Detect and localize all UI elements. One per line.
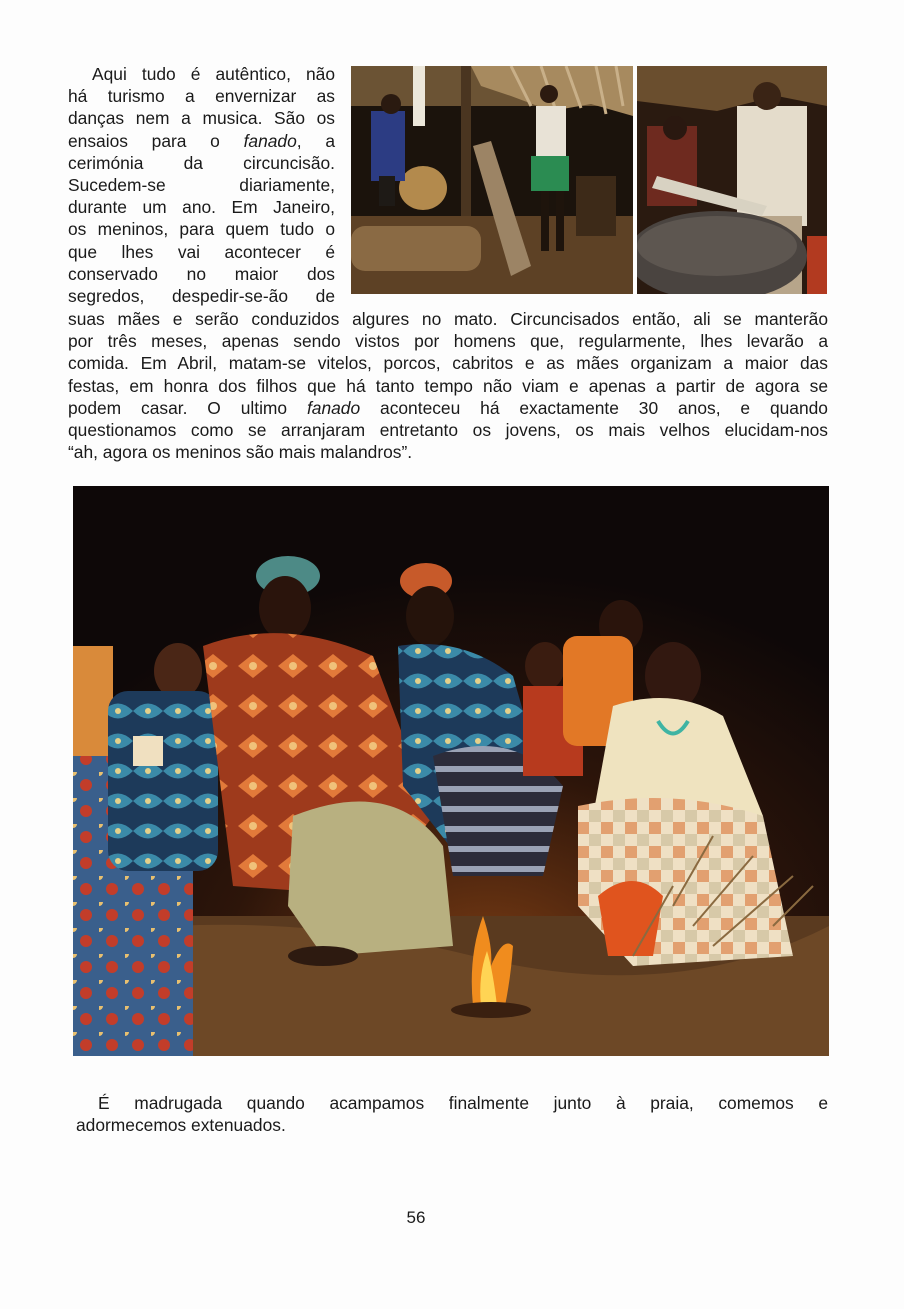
text-line: que lhes vai acontecer é (68, 241, 335, 262)
text-line: danças nem a musica. São os (68, 108, 335, 129)
text-line: por três meses, apenas sendo vistos por homens que, regularmente, lhes levarão a (68, 331, 828, 352)
text-line: comida. Em Abril, matam-se vitelos, porcos, cabritos e as mães organizam a maior das (68, 353, 828, 374)
text-line: Aqui tudo é autêntico, não (92, 64, 335, 84)
photo-women-around-fire (73, 486, 829, 1056)
text-line: adormecemos extenuados. (76, 1115, 286, 1136)
text-line: os meninos, para quem tudo o (68, 219, 335, 240)
text-line: festas, em honra dos filhos que há tanto tempo não viam e apenas a partir de agora se (68, 375, 828, 396)
paragraph-1-wrapped (68, 63, 335, 307)
paragraph-1-continued (68, 308, 828, 463)
text-line: questionamos como se arranjaram entretanto os jovens, os mais velhos elucidam-nos (68, 420, 828, 441)
text-line: conservado no maior dos (68, 263, 335, 284)
text-line (68, 130, 335, 152)
italic-term: fanado (306, 397, 361, 418)
photo-dance-rehearsal (351, 66, 633, 294)
text-run: ensaios para o (68, 130, 244, 151)
text-run: aconteceu há exactamente 30 anos, e quando (360, 397, 828, 418)
text-line: há turismo a envernizar as (68, 86, 335, 107)
text-line: durante um ano. Em Janeiro, (68, 197, 335, 218)
text-line: “ah, agora os meninos são mais malandros”. (68, 442, 413, 463)
text-line: Sucedem-se diariamente, (68, 175, 335, 196)
paragraph-2 (76, 1092, 828, 1136)
text-line: É madrugada quando acampamos finalmente junto à praia, comemos e (98, 1093, 828, 1113)
text-run: podem casar. O ultimo (68, 397, 307, 418)
italic-term: fanado (243, 130, 297, 151)
page-number: 56 (406, 1208, 426, 1227)
photo-drummer (637, 66, 827, 294)
text-line (68, 397, 828, 419)
text-run: , a (296, 130, 335, 151)
text-line: suas mães e serão conduzidos algures no mato. Circuncisados então, ali se manterão (68, 309, 828, 329)
text-line: cerimónia da circuncisão. (68, 152, 335, 173)
text-line: segredos, despedir-se-ão de (68, 286, 335, 307)
